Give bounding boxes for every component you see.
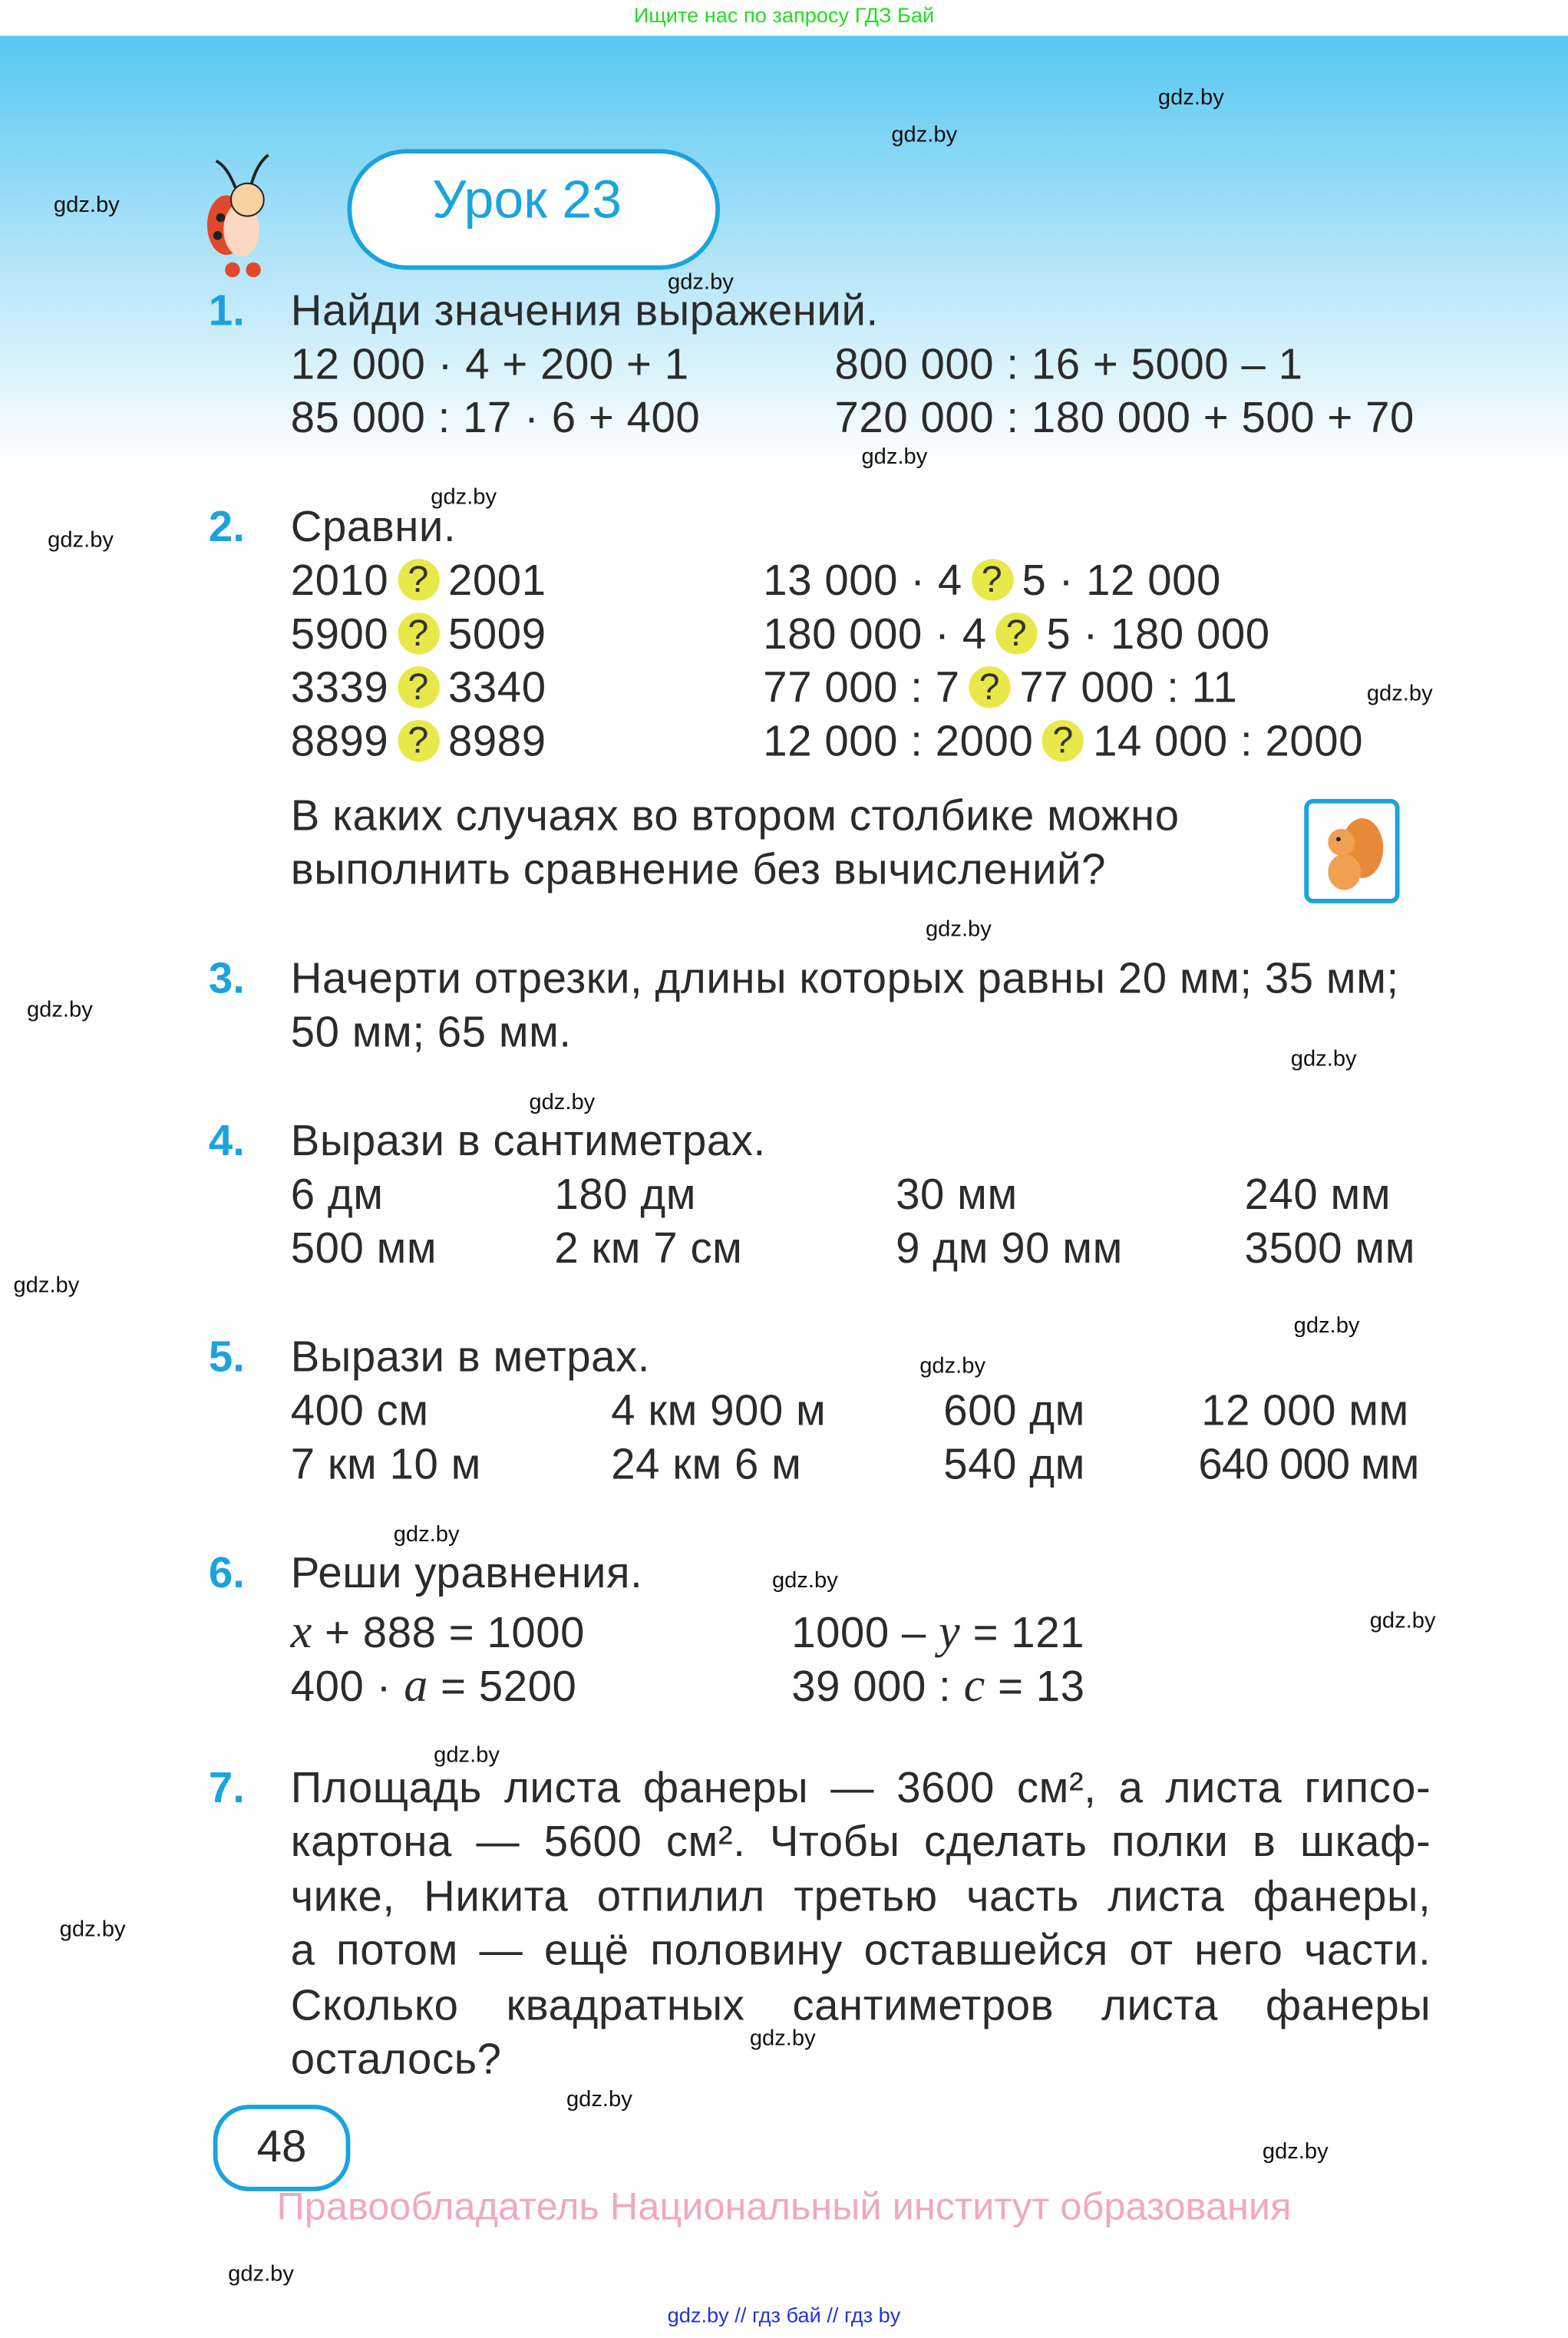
comparison-left: 3339 bbox=[290, 665, 389, 713]
task-text: Площадь листа фанеры — 3600 см², а листа гипсо- bbox=[290, 1765, 1431, 1813]
equation-variable: c bbox=[963, 1657, 985, 1712]
comparison-left: 13 000 · 4 bbox=[763, 557, 962, 606]
unit-item: 400 см bbox=[290, 1388, 429, 1436]
question-mark-badge: ? bbox=[398, 721, 439, 762]
equation-part: 400 · bbox=[290, 1663, 404, 1712]
ladybug-icon bbox=[193, 143, 298, 277]
equation-part: = 121 bbox=[960, 1610, 1085, 1658]
comparison-row bbox=[291, 557, 546, 606]
task-number: 3. bbox=[208, 955, 245, 1003]
question-text: выполнить сравнение без вычислений? bbox=[290, 847, 1106, 895]
watermark: gdz.by bbox=[925, 916, 992, 943]
watermark: gdz.by bbox=[228, 2261, 294, 2287]
task-number: 2. bbox=[208, 504, 245, 552]
watermark: gdz.by bbox=[919, 1353, 986, 1379]
task-title: Сравни. bbox=[290, 504, 457, 552]
squirrel-icon bbox=[1304, 799, 1399, 903]
comparison-row bbox=[763, 718, 1363, 768]
unit-item: 7 км 10 м bbox=[290, 1441, 481, 1490]
watermark: gdz.by bbox=[1157, 84, 1224, 111]
watermark: gdz.by bbox=[59, 1917, 126, 1943]
watermark: gdz.by bbox=[529, 1089, 596, 1115]
comparison-right: 5009 bbox=[447, 611, 546, 659]
unit-item: 6 дм bbox=[290, 1171, 384, 1220]
question-mark-badge: ? bbox=[971, 560, 1012, 601]
equation bbox=[291, 1604, 585, 1659]
watermark: gdz.by bbox=[1262, 2138, 1329, 2165]
task-number: 1. bbox=[208, 287, 245, 335]
expression: 800 000 : 16 + 5000 – 1 bbox=[834, 341, 1303, 389]
unit-item: 9 дм 90 мм bbox=[896, 1225, 1123, 1273]
comparison-right: 2001 bbox=[447, 557, 546, 606]
unit-item: 500 мм bbox=[290, 1225, 437, 1273]
task-number: 5. bbox=[208, 1334, 245, 1382]
unit-item: 240 мм bbox=[1244, 1171, 1391, 1220]
watermark: gdz.by bbox=[1366, 681, 1433, 707]
question-mark-badge: ? bbox=[398, 560, 439, 601]
watermark: gdz.by bbox=[668, 269, 734, 296]
task-text: Сколько квадратных сантиметров листа фанеры bbox=[290, 1982, 1431, 2030]
task-number: 4. bbox=[208, 1118, 245, 1166]
unit-item: 3500 мм bbox=[1244, 1225, 1416, 1273]
unit-item: 12 000 мм bbox=[1201, 1388, 1409, 1436]
comparison-right: 8989 bbox=[447, 718, 546, 767]
comparison-left: 12 000 : 2000 bbox=[763, 718, 1034, 767]
question-mark-badge: ? bbox=[398, 613, 439, 655]
comparison-left: 5900 bbox=[290, 611, 389, 659]
question-mark-badge: ? bbox=[995, 613, 1037, 655]
lesson-title: Урок 23 bbox=[432, 168, 622, 230]
comparison-row bbox=[763, 665, 1237, 714]
equation-part: + 888 = 1000 bbox=[312, 1610, 586, 1658]
equation-variable: x bbox=[290, 1603, 312, 1658]
watermark: gdz.by bbox=[393, 1521, 460, 1547]
comparison-row bbox=[291, 718, 546, 768]
task-title: Реши уравнения. bbox=[290, 1550, 643, 1598]
comparison-left: 2010 bbox=[290, 557, 389, 606]
comparison-right: 77 000 : 11 bbox=[1019, 665, 1238, 713]
watermark: gdz.by bbox=[26, 997, 93, 1023]
question-text: В каких случаях во втором столбике можно bbox=[290, 793, 1180, 841]
task-number: 7. bbox=[208, 1765, 245, 1813]
watermark: gdz.by bbox=[48, 527, 114, 553]
watermark: gdz.by bbox=[431, 484, 497, 510]
expression: 720 000 : 180 000 + 500 + 70 bbox=[834, 395, 1415, 443]
watermark: gdz.by bbox=[434, 1742, 500, 1768]
comparison-row bbox=[763, 611, 1269, 660]
comparison-row bbox=[291, 665, 546, 714]
question-mark-badge: ? bbox=[398, 667, 439, 708]
watermark: gdz.by bbox=[53, 192, 120, 218]
task-text: а потом — ещё половину оставшейся от него части. bbox=[290, 1927, 1431, 1976]
watermark: gdz.by bbox=[749, 2026, 816, 2052]
footer-links[interactable]: gdz.by // гдз бай // гдз by bbox=[667, 2303, 901, 2327]
watermark: gdz.by bbox=[861, 444, 928, 470]
task-title: Вырази в сантиметрах. bbox=[290, 1118, 766, 1166]
watermark: gdz.by bbox=[566, 2086, 632, 2112]
page-number: 48 bbox=[213, 2105, 351, 2191]
watermark: gdz.by bbox=[771, 1567, 838, 1593]
task-title: Вырази в метрах. bbox=[290, 1334, 650, 1382]
comparison-right: 5 · 12 000 bbox=[1022, 557, 1221, 606]
watermark: gdz.by bbox=[1369, 1608, 1436, 1634]
task-text: Начерти отрезки, длины которых равны 20 мм; 35 мм; bbox=[290, 955, 1399, 1003]
equation-part: 1000 – bbox=[791, 1610, 939, 1658]
unit-item: 2 км 7 см bbox=[554, 1225, 743, 1273]
comparison-row bbox=[291, 611, 546, 660]
expression: 12 000 · 4 + 200 + 1 bbox=[290, 341, 689, 389]
equation-part: = 5200 bbox=[427, 1663, 577, 1712]
question-mark-badge: ? bbox=[1042, 721, 1084, 762]
equation-part: = 13 bbox=[985, 1663, 1085, 1712]
question-mark-badge: ? bbox=[969, 667, 1010, 708]
task-number: 6. bbox=[208, 1550, 245, 1598]
expression: 85 000 : 17 · 6 + 400 bbox=[290, 395, 701, 443]
unit-item: 30 мм bbox=[896, 1171, 1018, 1220]
task-text: 50 мм; 65 мм. bbox=[290, 1009, 572, 1057]
comparison-left: 180 000 · 4 bbox=[763, 611, 987, 659]
comparison-left: 8899 bbox=[290, 718, 389, 767]
unit-item: 540 дм bbox=[943, 1441, 1085, 1490]
equation-variable: a bbox=[404, 1657, 428, 1712]
watermark: gdz.by bbox=[891, 122, 958, 148]
task-text: чике, Никита отпилил третью часть листа фанеры, bbox=[290, 1873, 1431, 1921]
equation bbox=[291, 1658, 577, 1713]
comparison-left: 77 000 : 7 bbox=[763, 665, 960, 713]
top-banner[interactable]: Ищите нас по запросу ГДЗ Бай bbox=[633, 2, 935, 27]
equation bbox=[791, 1604, 1084, 1659]
unit-item: 600 дм bbox=[943, 1388, 1085, 1436]
unit-item: 640 000 мм bbox=[1198, 1441, 1419, 1490]
comparison-right: 14 000 : 2000 bbox=[1093, 718, 1364, 767]
task-text: осталось? bbox=[290, 2036, 502, 2084]
unit-item: 24 км 6 м bbox=[611, 1441, 802, 1490]
task-title: Найди значения выражений. bbox=[290, 287, 879, 335]
watermark: gdz.by bbox=[13, 1273, 80, 1299]
comparison-row bbox=[763, 557, 1221, 606]
equation-part: 39 000 : bbox=[791, 1663, 964, 1712]
comparison-right: 3340 bbox=[447, 665, 546, 713]
watermark: gdz.by bbox=[1293, 1313, 1360, 1339]
unit-item: 4 км 900 м bbox=[611, 1388, 827, 1436]
comparison-right: 5 · 180 000 bbox=[1046, 611, 1270, 659]
task-text: картона — 5600 см². Чтобы сделать полки в шкаф- bbox=[290, 1818, 1431, 1867]
equation-variable: y bbox=[939, 1603, 961, 1658]
equation bbox=[791, 1658, 1084, 1713]
copyright-notice: Правообладатель Национальный институт образования bbox=[276, 2184, 1292, 2229]
unit-item: 180 дм bbox=[554, 1171, 697, 1220]
watermark: gdz.by bbox=[1290, 1046, 1357, 1072]
